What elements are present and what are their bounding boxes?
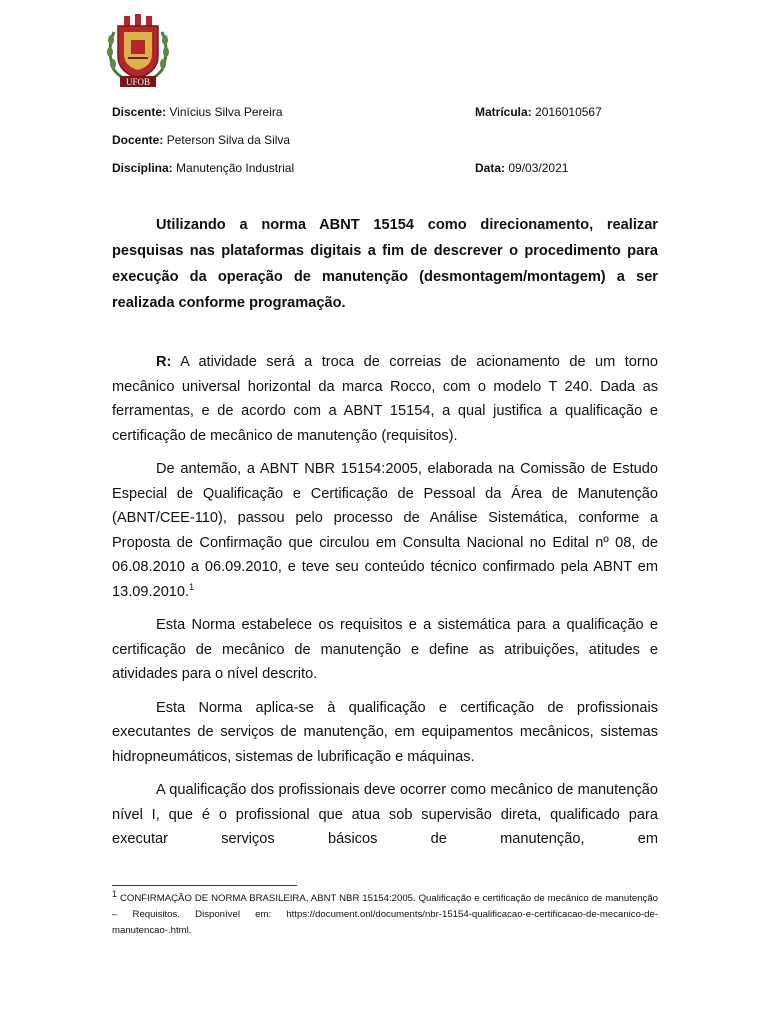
teacher-line <box>112 132 290 148</box>
footnote-number: 1 <box>112 888 118 899</box>
footnote-reference: 1 <box>189 581 195 592</box>
answer-paragraph-2: De antemão, a ABNT NBR 15154:2005, elaborada na Comissão de Estudo Especial de Qualificação e Certificação de Pessoal da Área de Manutenção (ABNT/CEE-110), passou pelo processo de Análise Sistemática, conforme a Proposta de Confirmação que circulou em Consulta Nacional no Edital nº 08, de 06.08.2010 a 06.09.2010, e teve seu conteúdo técnico confirmado pela ABNT em 13.09.2010.$^1$ <box>112 461 658 600</box>
subject-label: Disciplina: <box>112 161 173 175</box>
student-line <box>112 104 283 120</box>
university-crest-logo <box>104 12 172 90</box>
teacher-label: Docente: <box>112 133 164 147</box>
answer-paragraph-1: R: A atividade será a troca de correias de acionamento de um torno mecânico universal horizontal da marca Rocco, com o modelo T 240. Dada as ferramentas, e de acordo com a ABNT 15154, a qual justifica a qualificação e certificação de mecânico de manutenção (requisitos). <box>112 354 659 444</box>
answer-body <box>112 350 658 861</box>
assignment-question: Utilizando a norma ABNT 15154 como direcionamento, realizar pesquisas nas plataformas digitais a fim de descrever o procedimento para execução da operação de manutenção (desmontagem/montagem) a ser realizada conforme programação. <box>112 217 658 311</box>
footnote <box>112 888 659 939</box>
student-name: Vinícius Silva Pereira <box>169 105 283 119</box>
registration-number: 2016010567 <box>535 105 602 119</box>
date-value: 09/03/2021 <box>508 161 569 175</box>
student-label: Discente: <box>112 105 167 119</box>
footnote-divider <box>112 885 297 886</box>
answer-paragraph-4: Esta Norma aplica-se à qualificação e certificação de profissionais executantes de serviços de manutenção, em equipamentos mecânicos, sistemas hidropneumáticos, sistemas de lubrificação e máquinas. <box>112 699 658 765</box>
subject-line <box>112 160 294 176</box>
date-line <box>475 160 568 176</box>
answer-label: R: <box>156 354 172 370</box>
answer-paragraph-5: A qualificação dos profissionais deve ocorrer como mecânico de manutenção nível I, que é o profissional que atua sob supervisão direta, qualificado para executar serviços básicos de manutenção, em <box>112 782 658 847</box>
svg-text:UFOB: UFOB <box>125 77 151 87</box>
date-label: Data: <box>475 161 506 175</box>
answer-paragraph-3: Esta Norma estabelece os requisitos e a sistemática para a qualificação e certificação de mecânico de manutenção e define as atribuições, atitudes e atividades para o nível descrito. <box>112 617 658 682</box>
subject-name: Manutenção Industrial <box>176 161 295 175</box>
registration-line <box>475 104 602 120</box>
footnote-text: CONFIRMAÇÃO DE NORMA BRASILEIRA, ABNT NBR 15154:2005. Qualificação e certificação de mecânico de manutenção – Requisitos. Disponível em: https://document.onl/documents/nbr-15154-qualificacao-e-certificacao-de-mecanico-de-manutencao-.html. <box>112 893 659 936</box>
registration-label: Matrícula: <box>475 105 532 119</box>
teacher-name: Peterson Silva da Silva <box>166 133 291 147</box>
